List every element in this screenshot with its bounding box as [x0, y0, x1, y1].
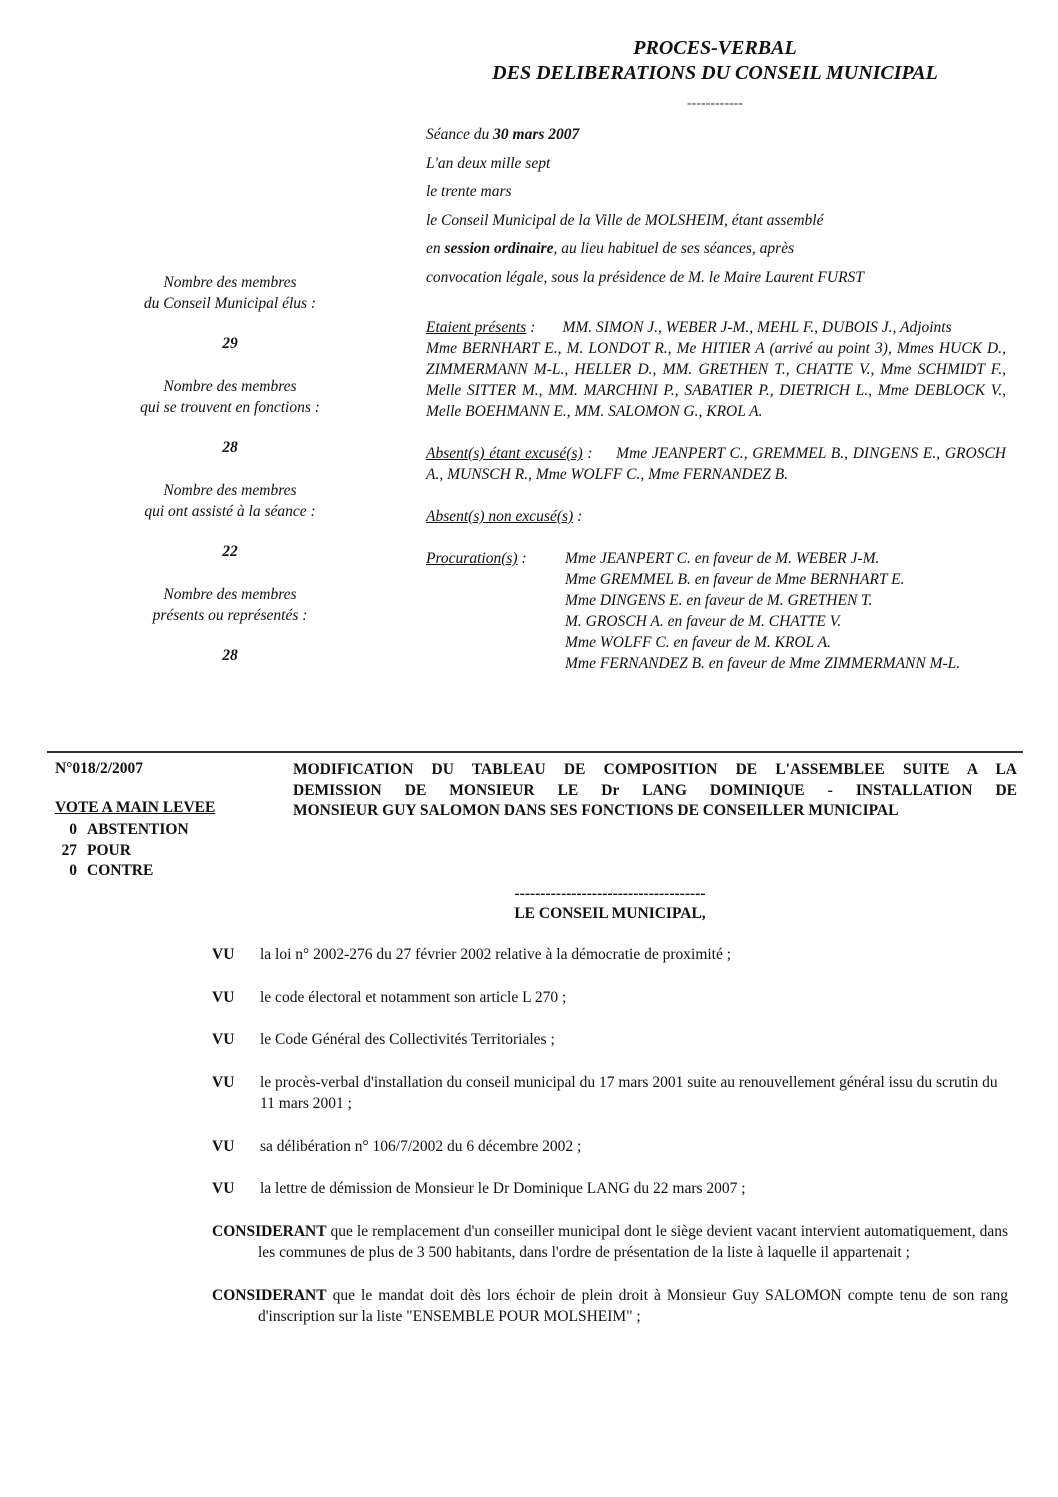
considerant-text: que le remplacement d'un conseiller municipal dont le siège devient vacant intervient automatiquement, dans les communes de plus de 3 500 habitants, dans l'ordre de présentation de la liste à laquelle il appartenait ; [258, 1222, 1008, 1261]
considerant-text: que le mandat doit dès lors échoir de plein droit à Monsieur Guy SALOMON compte tenu de son rang d'inscription sur la liste "ENSEMBLE POUR MOLSHEIM" ; [258, 1286, 1008, 1325]
proxy-list [565, 548, 960, 674]
session-info [426, 124, 864, 295]
deliberation-subject [293, 760, 1017, 822]
deliberation-body [212, 944, 1008, 1349]
session-presidency: convocation légale, sous la présidence de M. le Maire Laurent FURST [426, 268, 864, 286]
vote-label: ABSTENTION [87, 821, 189, 838]
vu-item [212, 1136, 1008, 1158]
proxy-item: Mme DINGENS E. en faveur de M. GRETHEN T. [565, 592, 873, 609]
stat-in-office [110, 376, 350, 458]
stat-value: 28 [222, 647, 238, 664]
vu-text: le code électoral et notamment son article L 270 ; [260, 988, 567, 1006]
present-members [426, 317, 1006, 338]
stat-label: qui ont assisté à la séance : [144, 503, 316, 520]
proxy-item: Mme WOLFF C. en faveur de M. KROL A. [565, 634, 831, 651]
attendance-block [426, 317, 1006, 674]
vote-label: CONTRE [87, 862, 154, 879]
vu-text: le procès-verbal d'installation du conseil municipal du 17 mars 2001 suite au renouvellement général issu du scrutin du 11 mars 2001 ; [260, 1073, 998, 1112]
vu-label: VU [212, 988, 235, 1006]
proxy-label: Procuration(s) [426, 550, 518, 567]
vote-label: POUR [87, 841, 131, 859]
vu-label: VU [212, 1137, 235, 1155]
excused-label: Absent(s) étant excusé(s) [426, 445, 583, 462]
considerant-item [212, 1221, 1008, 1264]
considerant-label: CONSIDERANT [212, 1286, 327, 1304]
vu-item [212, 987, 1008, 1009]
vu-label: VU [212, 1073, 235, 1091]
vote-count: 0 [69, 821, 77, 838]
considerant-item [212, 1285, 1008, 1328]
stat-label: présents ou représentés : [152, 607, 308, 624]
session-type-suffix: , au lieu habituel de ses séances, après [553, 240, 795, 257]
present-label: Etaient présents [426, 319, 527, 336]
excused-colon: : [582, 445, 593, 462]
session-day: le trente mars [426, 183, 512, 200]
unexcused-label: Absent(s) non excusé(s) [426, 508, 574, 525]
vote-abstention [55, 820, 189, 841]
proxy-item: Mme FERNANDEZ B. en faveur de Mme ZIMMERMANN M-L. [565, 655, 961, 672]
stat-label: Nombre des membres [163, 482, 297, 499]
vu-label: VU [212, 1180, 235, 1197]
proxy-item: Mme JEANPERT C. en faveur de M. WEBER J-M. [565, 550, 880, 567]
vu-item [212, 944, 1008, 966]
vote-title: VOTE A MAIN LEVEE [55, 799, 216, 816]
stat-label: Nombre des membres [163, 378, 297, 395]
stat-label: Nombre des membres [163, 274, 297, 291]
vu-text: la lettre de démission de Monsieur le Dr Dominique LANG du 22 mars 2007 ; [260, 1180, 746, 1197]
vote-results [55, 820, 189, 882]
session-type-line [426, 238, 864, 267]
vu-text: le Code Général des Collectivités Territoriales ; [260, 1031, 555, 1048]
excused-list: Mme JEANPERT C., GREMMEL B., DINGENS E., GROSCH A., MUNSCH R., Mme WOLFF C., Mme FERNANDEZ B. [426, 445, 1006, 483]
vu-label: VU [212, 1031, 235, 1048]
council-heading: LE CONSEIL MUNICIPAL, [514, 905, 706, 922]
stat-value: 28 [222, 439, 238, 456]
proxy-item: Mme GREMMEL B. en faveur de Mme BERNHART E. [565, 571, 905, 588]
stat-present-or-represented [110, 584, 350, 666]
session-year: L'an deux mille sept [426, 154, 551, 172]
stat-elected [110, 272, 350, 354]
unexcused-members [426, 506, 1006, 527]
session-date: 30 mars 2007 [493, 126, 580, 143]
vu-text: la loi n° 2002-276 du 27 février 2002 relative à la démocratie de proximité ; [260, 946, 732, 963]
vu-item [212, 1178, 1008, 1200]
proxies [426, 548, 1006, 674]
title-line-2: DES DELIBERATIONS DU CONSEIL MUNICIPAL [492, 62, 938, 84]
deliberation-number: N°018/2/2007 [55, 760, 144, 777]
excused-members [426, 443, 1006, 485]
subject-line: MODIFICATION DU TABLEAU DE COMPOSITION DE L'ASSEMBLEE SUITE A LA [293, 761, 1017, 778]
subject-line: MONSIEUR GUY SALOMON DANS SES FONCTIONS DE CONSEILLER MUNICIPAL [293, 802, 899, 819]
proxy-colon: : [517, 550, 527, 567]
considerant-label: CONSIDERANT [212, 1222, 327, 1240]
session-type: session ordinaire [444, 240, 554, 257]
vu-item [212, 1029, 1008, 1051]
stat-value: 22 [222, 543, 238, 560]
document-title [420, 36, 1010, 86]
council-heading-block [420, 884, 800, 924]
stat-label: Nombre des membres [163, 586, 297, 603]
vote-count: 0 [69, 862, 77, 879]
council-separator: ------------------------------------- [514, 885, 706, 902]
session-assembly: le Conseil Municipal de la Ville de MOLSHEIM, étant assemblé [426, 211, 824, 229]
unexcused-colon: : [573, 508, 583, 525]
vote-against [55, 861, 189, 882]
vu-text: sa délibération n° 106/7/2002 du 6 décembre 2002 ; [260, 1137, 582, 1155]
session-prefix: Séance du [426, 126, 494, 143]
session-date-line [426, 124, 864, 153]
member-stats [110, 272, 350, 688]
present-adjoints: MM. SIMON J., WEBER J-M., MEHL F., DUBOIS J., Adjoints [562, 319, 952, 336]
vote-count: 27 [61, 841, 77, 859]
stat-label: du Conseil Municipal élus : [143, 295, 317, 312]
stat-value: 29 [222, 335, 238, 352]
title-separator: ------------ [687, 96, 743, 111]
present-colon: : [526, 319, 536, 336]
title-line-1: PROCES-VERBAL [633, 37, 797, 59]
vote-for [55, 841, 189, 862]
proxy-item: M. GROSCH A. en faveur de M. CHATTE V. [565, 613, 842, 630]
vu-item [212, 1072, 1008, 1115]
subject-line: DEMISSION DE MONSIEUR LE Dr LANG DOMINIQUE - INSTALLATION DE [293, 781, 1017, 799]
vu-label: VU [212, 946, 235, 963]
stat-attended [110, 480, 350, 562]
stat-label: qui se trouvent en fonctions : [140, 399, 320, 416]
session-type-prefix: en [426, 240, 445, 257]
section-divider [47, 751, 1023, 753]
present-councillors: Mme BERNHART E., M. LONDOT R., Me HITIER A (arrivé au point 3), Mmes HUCK D., ZIMMERMANN M-L., HELLER D., MM. GRETHEN T., CHATTE V., Mme SCHMIDT F., Melle SITTER M., MM. MARCHINI P., SABATIER P., DIETRICH L., Mme DEBLOCK V., Melle BOEHMANN E., MM. SALOMON G., KROL A. [426, 340, 1006, 420]
proxy-heading [426, 548, 565, 674]
